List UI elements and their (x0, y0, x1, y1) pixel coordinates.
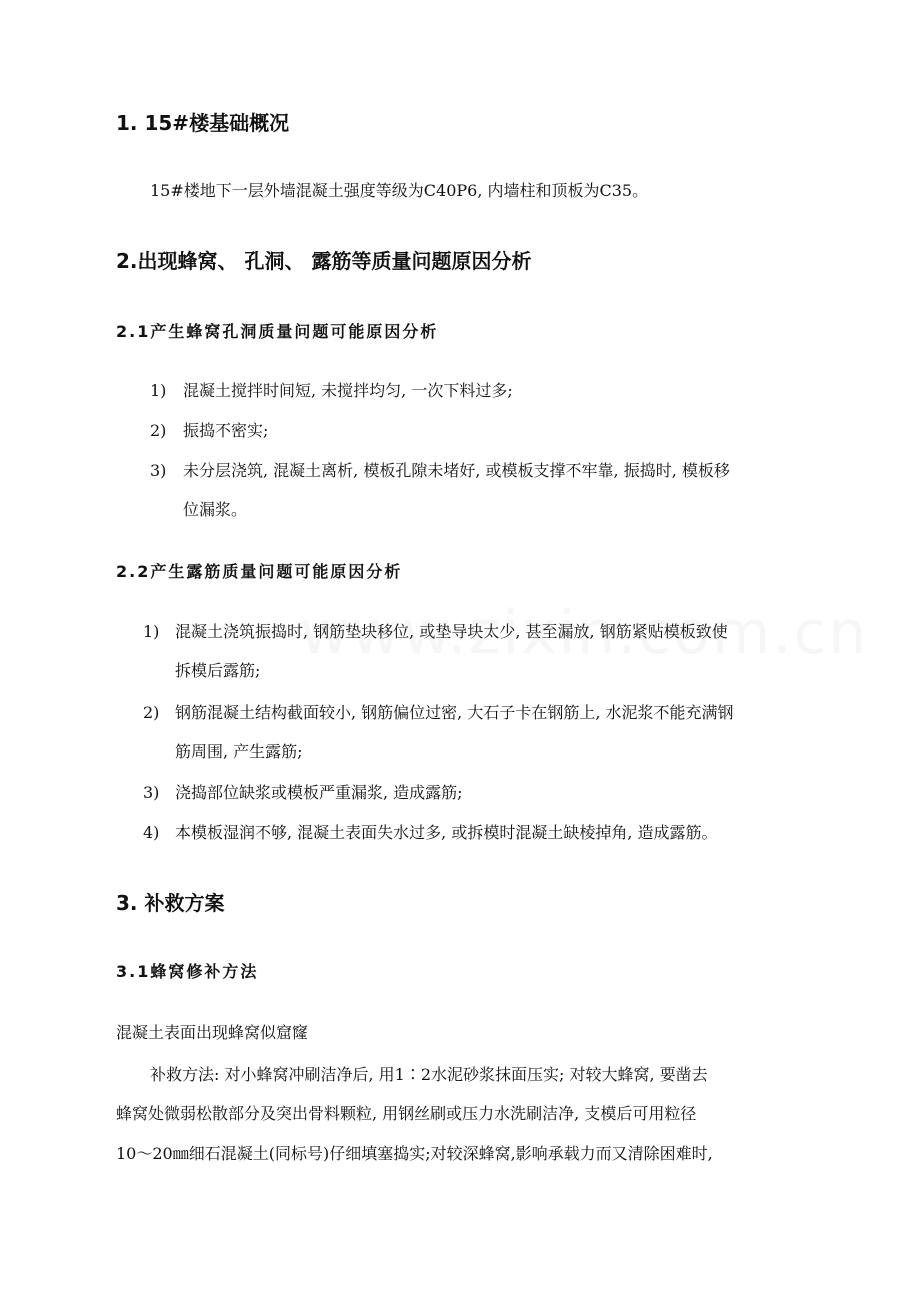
list-item-text: 混凝土浇筑振捣时, 钢筋垫块移位, 或垫导块太少, 甚至漏放, 钢筋紧贴模板致使 (175, 622, 728, 641)
list-item-text: 混凝土搅拌时间短, 未搅拌均匀, 一次下料过多; (183, 381, 513, 400)
list-item-continuation: 位漏浆。 (183, 500, 248, 519)
list-item-text: 浇捣部位缺浆或模板严重漏浆, 造成露筋; (175, 783, 463, 802)
list-item-text: 振捣不密实; (183, 421, 269, 440)
section-1-paragraph: 15#楼地下一层外墙混凝土强度等级为C40P6, 内墙柱和顶板为C35。 (150, 181, 649, 200)
list-item-text: 本模板湿润不够, 混凝土表面失水过多, 或拆模时混凝土缺棱掉角, 造成露筋。 (175, 823, 718, 842)
section-1-title: 1. 15#楼基础概况 (116, 111, 290, 135)
list-item-number: 2) (150, 421, 167, 440)
list-item-text: 未分层浇筑, 混凝土离析, 模板孔隙未堵好, 或模板支撑不牢靠, 振捣时, 模板移 (183, 461, 730, 480)
section-3-1-line: 补救方法: 对小蜂窝冲刷洁净后, 用1∶2水泥砂浆抹面压实; 对较大蜂窝, 要凿去 (150, 1065, 708, 1084)
section-3-1-line: 10～20㎜细石混凝土(同标号)仔细填塞捣实;对较深蜂窝,影响承载力而又清除困难时, (116, 1144, 713, 1163)
section-2-2-title: 2.2产生露筋质量问题可能原因分析 (116, 562, 403, 581)
list-item-text: 钢筋混凝土结构截面较小, 钢筋偏位过密, 大石子卡在钢筋上, 水泥浆不能充满钢 (175, 703, 734, 722)
list-item-number: 3) (150, 461, 167, 480)
list-item-number: 1) (143, 622, 160, 641)
section-2-1-title: 2.1产生蜂窝孔洞质量问题可能原因分析 (116, 322, 439, 341)
list-item-number: 2) (143, 703, 160, 722)
section-3-1-line: 蜂窝处微弱松散部分及突出骨料颗粒, 用钢丝刷或压力水洗刷洁净, 支模后可用粒径 (116, 1104, 697, 1123)
section-3-1-title: 3.1蜂窝修补方法 (116, 962, 259, 981)
section-2-title: 2.出现蜂窝、 孔洞、 露筋等质量问题原因分析 (116, 249, 532, 273)
list-item-continuation: 筋周围, 产生露筋; (175, 742, 303, 761)
list-item-continuation: 拆模后露筋; (175, 661, 261, 680)
list-item-number: 1) (150, 381, 167, 400)
list-item-number: 3) (143, 783, 160, 802)
section-3-title: 3. 补救方案 (116, 891, 225, 915)
list-item-number: 4) (143, 823, 160, 842)
section-3-1-subhead: 混凝土表面出现蜂窝似窟窿 (116, 1023, 309, 1042)
